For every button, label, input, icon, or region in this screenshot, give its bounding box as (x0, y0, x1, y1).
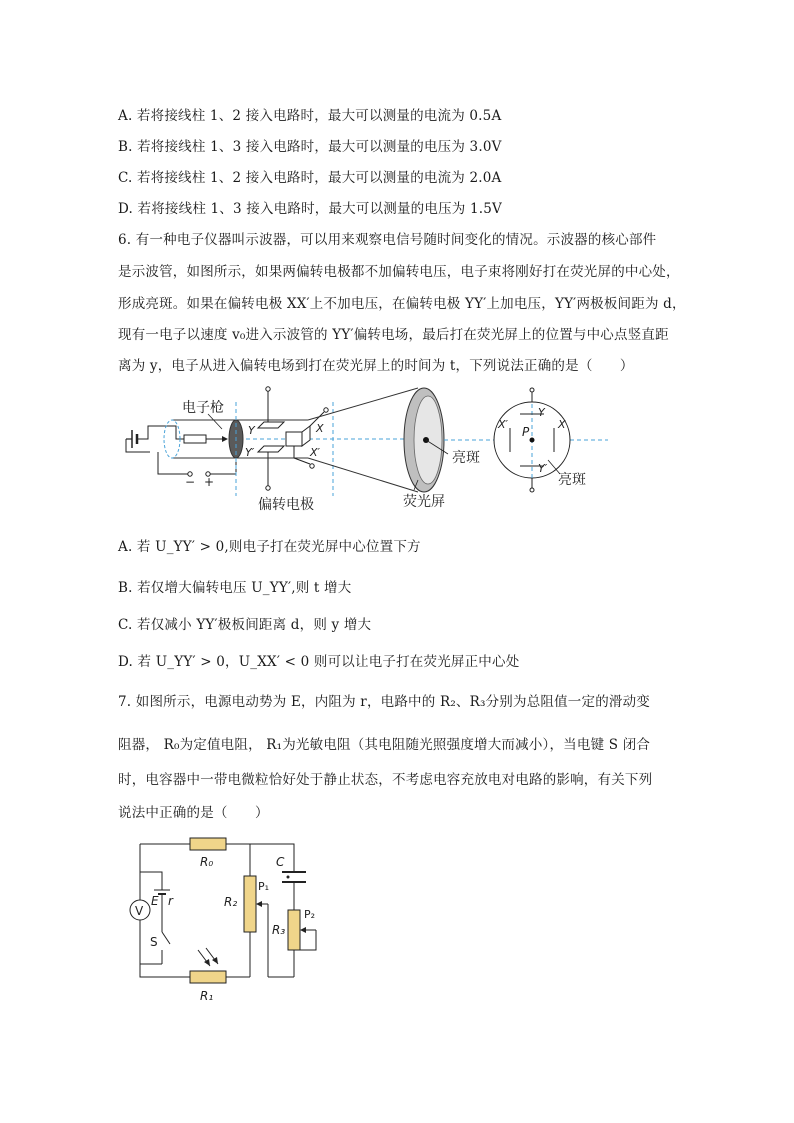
y-plate-label: Y (248, 424, 255, 437)
x-prime-plate-label: X′ (310, 446, 321, 459)
spot-label: 亮斑 (452, 450, 480, 466)
q6-stem-line-3: 形成亮斑。如果在偏转电极 XX′上不加电压，在偏转电极 YY′上加电压，YY′两极板间距为 d， (118, 296, 686, 312)
screen-spot-label: 亮斑 (558, 472, 586, 488)
r2-label: R₂ (224, 895, 238, 909)
emf-label: E (151, 894, 159, 908)
q6-option-d: D. 若 U_YY′ > 0，U_XX′ < 0 则可以让电子打在荧光屏正中心处 (118, 654, 520, 670)
point-p-label: P (522, 425, 530, 439)
q6-stem-line-4: 现有一电子以速度 v₀进入示波管的 YY′偏转电场，最后打在荧光屏上的位置与中心点竖直距 (118, 327, 669, 343)
voltmeter-label: V (135, 904, 144, 918)
internal-r-label: r (168, 894, 173, 908)
screen-x-prime-label: X′ (498, 418, 509, 431)
q7-stem-line-3: 时，电容器中一带电微粒恰好处于静止状态，不考虑电容充放电对电路的影响，有关下列 (118, 772, 653, 788)
q7-stem-line-1: 7. 如图所示，电源电动势为 E，内阻为 r，电路中的 R₂、R₃分别为总阻值一定的滑动变 (118, 694, 651, 710)
q6-option-b: B. 若仅增大偏转电压 U_YY′,则 t 增大 (118, 580, 352, 596)
screen-y-prime-label: Y′ (538, 462, 548, 475)
p2-label: P₂ (304, 908, 316, 921)
electron-gun-label: 电子枪 (182, 400, 224, 416)
q5-option-c: C. 若将接线柱 1、2 接入电路时，最大可以测量的电流为 2.0A (118, 170, 502, 186)
switch-label: S (150, 935, 158, 949)
q6-stem-line-5: 离为 y，电子从进入偏转电场到打在荧光屏上的时间为 t，下列说法正确的是（ ） (118, 358, 634, 374)
deflection-electrode-label: 偏转电极 (258, 497, 314, 513)
oscilloscope-figure (118, 384, 608, 520)
q7-stem-line-2: 阻器， R₀为定值电阻， R₁为光敏电阻（其电阻随光照强度增大而减小），当电键 S 闭合 (118, 737, 651, 753)
q5-option-a: A. 若将接线柱 1、2 接入电路时，最大可以测量的电流为 0.5A (118, 108, 502, 124)
p1-label: P₁ (258, 880, 270, 893)
q6-option-c: C. 若仅减小 YY′极板间距离 d，则 y 增大 (118, 617, 372, 633)
circuit-figure (118, 832, 338, 1012)
r3-label: R₃ (272, 923, 286, 937)
minus-label: − (185, 475, 196, 489)
q7-stem-line-4: 说法中正确的是（ ） (118, 805, 269, 821)
q6-stem-line-1: 6. 有一种电子仪器叫示波器，可以用来观察电信号随时间变化的情况。示波器的核心部件 (118, 232, 657, 248)
screen-x-label: X (558, 418, 566, 431)
q6-option-a: A. 若 U_YY′ > 0,则电子打在荧光屏中心位置下方 (118, 539, 421, 555)
x-plate-label: X (316, 422, 324, 435)
q5-option-d: D. 若将接线柱 1、3 接入电路时，最大可以测量的电压为 1.5V (118, 201, 502, 217)
fluorescent-screen-label: 荧光屏 (403, 494, 445, 510)
q5-option-b: B. 若将接线柱 1、3 接入电路时，最大可以测量的电压为 3.0V (118, 139, 502, 155)
r0-label: R₀ (200, 855, 214, 869)
q6-stem-line-2: 是示波管，如图所示，如果两偏转电极都不加偏转电压，电子束将刚好打在荧光屏的中心处， (118, 264, 680, 280)
capacitor-label: C (276, 855, 285, 869)
y-prime-plate-label: Y′ (245, 446, 255, 459)
plus-label: + (204, 475, 215, 489)
screen-y-label: Y (538, 406, 545, 419)
r1-label: R₁ (200, 989, 214, 1003)
